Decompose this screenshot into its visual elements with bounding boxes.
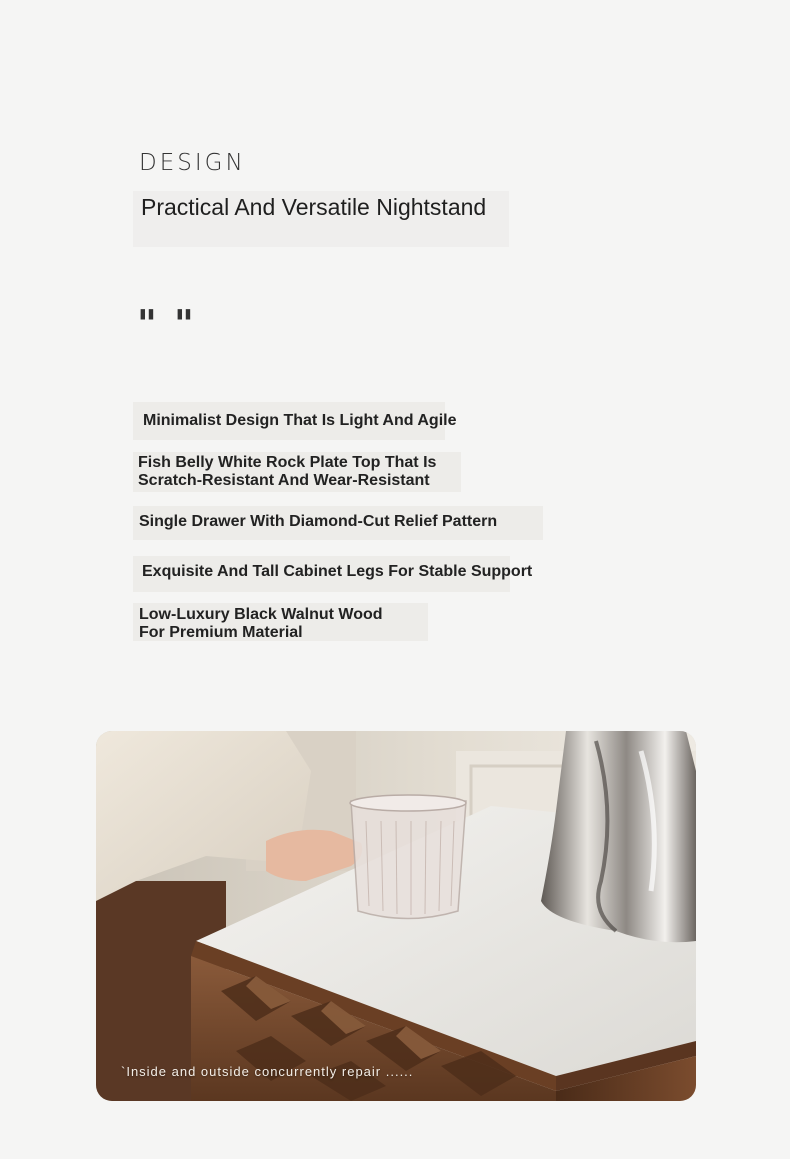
feature-5: Low-Luxury Black Walnut Wood For Premium Material	[139, 606, 383, 641]
feature-3: Single Drawer With Diamond-Cut Relief Pattern	[139, 513, 498, 530]
feature-1: Minimalist Design That Is Light And Agile	[143, 412, 457, 429]
quote-mark-icon: " "	[137, 302, 196, 346]
page-title: Practical And Versatile Nightstand	[141, 194, 487, 220]
eyebrow-label: DESIGN	[139, 150, 246, 176]
feature-4: Exquisite And Tall Cabinet Legs For Stable Support	[142, 563, 533, 580]
product-photo	[96, 731, 696, 1101]
photo-caption: `Inside and outside concurrently repair ......	[121, 1064, 414, 1079]
nightstand-illustration	[96, 731, 696, 1101]
feature-2: Fish Belly White Rock Plate Top That Is Scratch-Resistant And Wear-Resistant	[138, 454, 437, 489]
